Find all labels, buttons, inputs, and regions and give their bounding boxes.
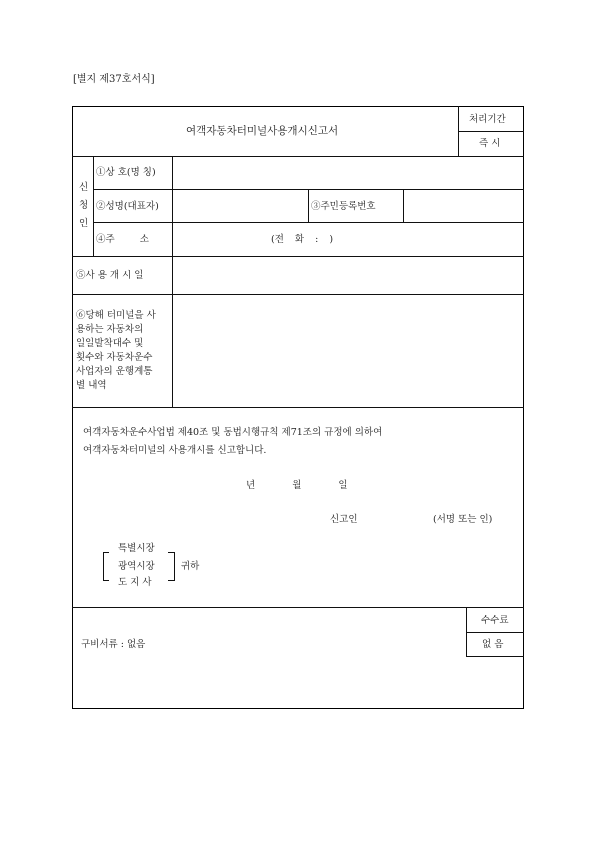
- form-number: [별지 제37호서식]: [73, 74, 155, 85]
- addressee-bracket-left: [103, 552, 104, 581]
- resident-no-label: ③주민등록번호: [311, 201, 376, 212]
- signer-label: 신고인: [330, 514, 358, 525]
- date-line: 년 월 일: [246, 480, 348, 491]
- operations-label-6: 별 내역: [76, 380, 107, 391]
- operations-label-3: 일일발착대수 및: [76, 338, 144, 349]
- name-field[interactable]: [173, 190, 308, 222]
- address-label: ④주 소: [96, 234, 149, 245]
- sign-note: (서명 또는 인): [433, 514, 493, 525]
- start-date-label: ⑤사 용 개 시 일: [76, 270, 144, 281]
- declaration-line-1: 여객자동차운수사업법 제40조 및 동법시행규칙 제71조의 규정에 의하여: [83, 427, 383, 438]
- addressee-2: 광역시장: [118, 561, 155, 572]
- start-date-field[interactable]: [173, 257, 523, 293]
- processing-value: 즉 시: [479, 138, 501, 149]
- addressee-bracket-right-bottom: [168, 580, 174, 581]
- frame-bottom: [72, 708, 524, 709]
- addressee-bracket-right-top: [168, 552, 174, 553]
- addressee-bracket-right: [174, 552, 175, 581]
- trade-name-label: ①상 호(명 칭): [96, 167, 156, 178]
- processing-label: 처리기간: [469, 114, 506, 125]
- name-label: ②성명(대표자): [96, 201, 159, 212]
- processing-mid-line: [458, 131, 524, 132]
- operations-label-2: 용하는 자동차의: [76, 324, 144, 335]
- resident-no-left-line: [308, 189, 309, 222]
- applicant-label-3: 인: [79, 218, 89, 229]
- applicant-label-2: 청: [79, 200, 89, 211]
- applicant-section-divider: [93, 156, 94, 256]
- trade-name-field[interactable]: [173, 157, 523, 189]
- operations-bottom-line: [72, 407, 524, 408]
- addressee-suffix: 귀하: [181, 561, 200, 572]
- fee-label: 수수료: [481, 615, 509, 626]
- addressee-bracket-left-top: [103, 552, 109, 553]
- form-title: 여객자동차터미널사용개시신고서: [186, 125, 339, 137]
- attachments-text: 구비서류 : 없음: [81, 639, 146, 650]
- operations-label-4: 횟수와 자동차운수: [76, 352, 153, 363]
- addressee-3: 도 지 사: [118, 577, 152, 588]
- applicant-label-1: 신: [79, 182, 89, 193]
- declaration-line-2: 여객자동차터미널의 사용개시를 신고합니다.: [83, 445, 267, 456]
- resident-no-field[interactable]: [404, 190, 523, 222]
- fee-bottom-line: [466, 656, 524, 657]
- declaration-bottom-line: [72, 607, 524, 608]
- operations-label-5: 사업자의 운행계통: [76, 366, 153, 377]
- address-field[interactable]: [173, 223, 523, 255]
- addressee-bracket-left-bottom: [103, 580, 109, 581]
- addressee-1: 특별시장: [118, 543, 155, 554]
- operations-label-1: ⑥당해 터미널을 사: [76, 310, 156, 321]
- operations-field[interactable]: [173, 295, 523, 406]
- frame-top: [72, 106, 524, 107]
- fee-mid-line: [466, 632, 524, 633]
- phone-label: (전 화 : ): [271, 234, 334, 245]
- fee-value: 없 음: [482, 639, 504, 650]
